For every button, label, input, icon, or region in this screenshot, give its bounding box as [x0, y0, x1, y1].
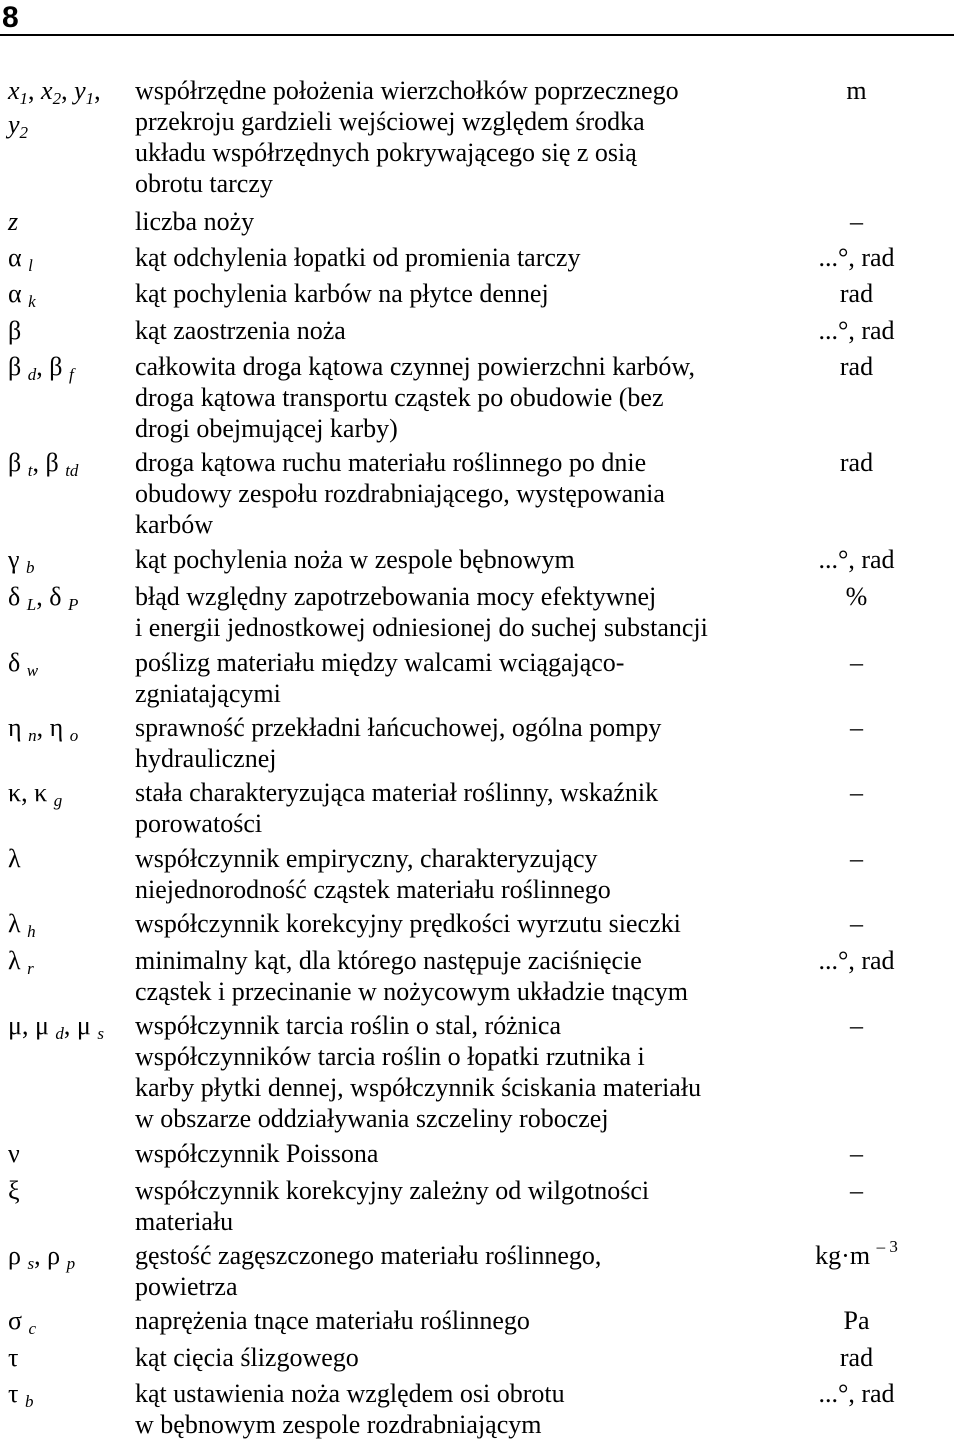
unit	[765, 351, 960, 444]
symbol	[0, 544, 135, 578]
symbol-row	[0, 447, 960, 540]
symbol-row	[0, 544, 960, 578]
description-line: kąt cięcia ślizgowego	[135, 1343, 359, 1372]
subscript: p	[66, 1254, 76, 1273]
description-line: cząstek i przecinanie w nożycowym układzie tnącym	[135, 977, 688, 1006]
description-line: błąd względny zapotrzebowania mocy efektywnej	[135, 582, 657, 611]
description-line: naprężenia tnące materiału roślinnego	[135, 1306, 530, 1335]
subscript: td	[65, 461, 79, 480]
subscript: n	[28, 726, 37, 745]
symbol-part: ...°, rad	[818, 243, 895, 272]
symbol-part: ...°, rad	[818, 316, 895, 345]
symbol-part: τ	[8, 1379, 25, 1408]
description-line: niejednorodność cząstek materiału roślinnego	[135, 875, 611, 904]
symbol	[0, 1342, 135, 1373]
symbol-part: m	[846, 76, 867, 105]
subscript: l	[28, 256, 33, 275]
unit	[765, 1342, 960, 1373]
description-line: współrzędne położenia wierzchołków poprzecznego	[135, 76, 679, 105]
subscript: t	[27, 461, 33, 480]
symbol-part: –	[850, 1139, 863, 1168]
symbol-part: –	[850, 648, 863, 677]
symbol-part: , μ	[63, 1011, 98, 1040]
description-line: współczynnik korekcyjny zależny od wilgotności	[135, 1176, 650, 1205]
symbol-row	[0, 351, 960, 444]
symbol-part: ,	[28, 76, 42, 105]
symbol-part: α	[8, 243, 29, 272]
unit	[765, 315, 960, 346]
symbol-part: ...°, rad	[818, 946, 895, 975]
superscript: – 3	[876, 1237, 898, 1256]
unit	[765, 581, 960, 643]
symbol-part: ρ	[8, 1241, 28, 1270]
subscript: L	[26, 595, 37, 614]
unit	[765, 75, 960, 199]
description-line: karbów	[135, 510, 213, 539]
subscript: f	[68, 365, 74, 384]
symbol	[0, 1138, 135, 1169]
symbol-row	[0, 647, 960, 709]
unit	[765, 712, 960, 774]
description	[135, 908, 765, 942]
description	[135, 581, 765, 643]
description-line: całkowita droga kątowa czynnej powierzchni karbów,	[135, 352, 695, 381]
description	[135, 647, 765, 709]
description	[135, 278, 765, 312]
symbol-part: ν	[8, 1139, 20, 1168]
symbol-row	[0, 1010, 960, 1134]
symbol	[0, 647, 135, 709]
unit	[765, 647, 960, 709]
symbol-part: , δ	[36, 582, 68, 611]
symbol	[0, 1175, 135, 1237]
symbol-row	[0, 581, 960, 643]
subscript: 2	[19, 123, 29, 142]
description	[135, 1305, 765, 1339]
symbol-part: λ	[8, 909, 28, 938]
symbol-part: β	[8, 316, 22, 345]
symbol	[0, 351, 135, 444]
description-line: drogi obejmującej karby)	[135, 414, 398, 443]
unit	[765, 1175, 960, 1237]
symbol-row	[0, 843, 960, 905]
description-line: współczynników tarcia roślin o łopatki rzutnika i	[135, 1042, 645, 1071]
unit	[765, 1237, 960, 1302]
description-line: przekroju gardzieli wejściowej względem środka	[135, 107, 645, 136]
description	[135, 242, 765, 276]
symbol-part: β	[8, 352, 28, 381]
unit	[765, 1010, 960, 1134]
symbol-part: σ	[8, 1306, 29, 1335]
symbol-part: –	[850, 713, 863, 742]
unit	[765, 206, 960, 237]
subscript: c	[28, 1319, 37, 1338]
symbol-row	[0, 945, 960, 1007]
symbol	[0, 581, 135, 643]
symbol-part: β	[8, 448, 28, 477]
subscript: 2	[52, 89, 62, 108]
symbol	[0, 1378, 135, 1440]
symbol-row	[0, 278, 960, 312]
description-line: minimalny kąt, dla którego następuje zaciśnięcie	[135, 946, 642, 975]
symbol-row	[0, 75, 960, 199]
subscript: 1	[19, 89, 29, 108]
subscript: w	[26, 661, 39, 680]
description-line: sprawność przekładni łańcuchowej, ogólna pompy	[135, 713, 662, 742]
symbol	[0, 447, 135, 540]
description	[135, 1378, 765, 1440]
symbol-part: , β	[32, 448, 66, 477]
description-line: kąt ustawienia noża względem osi obrotu	[135, 1379, 565, 1408]
symbol-row	[0, 1378, 960, 1440]
description-line: kąt odchylenia łopatki od promienia tarczy	[135, 243, 581, 272]
description-line: w obszarze oddziaływania szczeliny roboczej	[135, 1104, 609, 1133]
symbol-part: y	[74, 76, 86, 105]
description-line: kąt zaostrzenia noża	[135, 316, 346, 345]
symbol-part: , ρ	[34, 1241, 67, 1270]
description	[135, 1240, 765, 1302]
unit	[765, 843, 960, 905]
symbol	[0, 75, 135, 199]
description-line: i energii jednostkowej odniesionej do suchej substancji	[135, 613, 708, 642]
description	[135, 315, 765, 346]
symbol-row	[0, 315, 960, 346]
symbol	[0, 945, 135, 1007]
symbol	[0, 242, 135, 276]
symbol-part: λ	[8, 946, 28, 975]
symbol	[0, 712, 135, 774]
description	[135, 843, 765, 905]
symbol	[0, 843, 135, 905]
unit	[765, 1378, 960, 1440]
symbol-part: λ	[8, 844, 21, 873]
description-line: stała charakteryzująca materiał roślinny, wskaźnik	[135, 778, 659, 807]
subscript: h	[27, 922, 36, 941]
symbol-part: rad	[839, 448, 874, 477]
symbol	[0, 278, 135, 312]
description-line: obudowy zespołu rozdrabniającego, występowania	[135, 479, 665, 508]
symbol-part: η	[8, 713, 29, 742]
description	[135, 945, 765, 1007]
symbol-row	[0, 1305, 960, 1339]
symbol-part: x	[8, 76, 20, 105]
symbol-row	[0, 1175, 960, 1237]
symbol-part: ...°, rad	[818, 545, 895, 574]
description-line: poślizg materiału między walcami wciągająco-	[135, 648, 625, 677]
description-line: droga kątowa transportu cząstek po obudowie (bez	[135, 383, 664, 412]
symbol-part: z	[8, 207, 19, 236]
description-line: układu współrzędnych pokrywającego się z osią	[135, 138, 637, 167]
description-line: współczynnik Poissona	[135, 1139, 379, 1168]
symbol-part: ξ	[8, 1176, 20, 1205]
description	[135, 206, 765, 237]
description	[135, 447, 765, 540]
symbol	[0, 206, 135, 237]
symbol	[0, 1010, 135, 1134]
unit	[765, 242, 960, 276]
description-line: kąt pochylenia noża w zespole bębnowym	[135, 545, 575, 574]
description	[135, 351, 765, 444]
subscript: s	[97, 1024, 104, 1043]
symbol-part: α	[8, 279, 29, 308]
unit	[765, 908, 960, 942]
symbol-part: –	[850, 1176, 863, 1205]
symbol-part: ,	[61, 76, 75, 105]
symbol-part: ...°, rad	[818, 1379, 895, 1408]
symbol-row	[0, 1237, 960, 1302]
symbol-part: , η	[36, 713, 70, 742]
symbol-row	[0, 1138, 960, 1169]
subscript: b	[24, 1392, 34, 1411]
symbol-part: rad	[839, 1343, 874, 1372]
symbol	[0, 315, 135, 346]
description	[135, 1138, 765, 1169]
symbol-part: Pa	[843, 1306, 870, 1335]
description	[135, 75, 765, 199]
description	[135, 544, 765, 578]
symbol-part: –	[850, 778, 863, 807]
symbol-part: –	[850, 1011, 863, 1040]
description-line: w bębnowym zespole rozdrabniającym	[135, 1410, 542, 1439]
unit	[765, 278, 960, 312]
symbol-row	[0, 712, 960, 774]
unit	[765, 447, 960, 540]
subscript: d	[55, 1024, 64, 1043]
symbol-part: y	[8, 110, 20, 139]
description	[135, 1342, 765, 1373]
symbol-part: , β	[36, 352, 69, 381]
unit	[765, 1138, 960, 1169]
subscript: s	[27, 1254, 35, 1273]
symbol-part: rad	[839, 279, 874, 308]
description	[135, 1010, 765, 1134]
description	[135, 777, 765, 839]
description-line: hydraulicznej	[135, 744, 277, 773]
symbol	[0, 777, 135, 839]
symbol-part: rad	[839, 352, 874, 381]
symbol-part: ,	[94, 76, 101, 105]
symbol-part: δ	[8, 582, 27, 611]
subscript: k	[28, 292, 36, 311]
subscript: o	[69, 726, 79, 745]
symbol-part: γ	[8, 545, 26, 574]
subscript: P	[68, 595, 79, 614]
page-number: 8	[2, 1, 19, 34]
description-line: karby płytki dennej, współczynnik ściskania materiału	[135, 1073, 702, 1102]
description-line: porowatości	[135, 809, 263, 838]
description-line: powietrza	[135, 1272, 238, 1301]
description-line: współczynnik korekcyjny prędkości wyrzutu sieczki	[135, 909, 681, 938]
symbol-part: μ, μ	[8, 1011, 56, 1040]
symbol-part: –	[850, 844, 863, 873]
subscript: d	[27, 365, 37, 384]
description-line: obrotu tarczy	[135, 169, 273, 198]
unit	[765, 544, 960, 578]
symbol-part: κ, κ	[8, 778, 54, 807]
symbol-part: x	[41, 76, 53, 105]
symbol-row	[0, 777, 960, 839]
description	[135, 1175, 765, 1237]
description-line: współczynnik tarcia roślin o stal, różnica	[135, 1011, 561, 1040]
description	[135, 712, 765, 774]
subscript: r	[27, 959, 34, 978]
description-line: liczba noży	[135, 207, 255, 236]
subscript: g	[53, 791, 63, 810]
description-line: gęstość zagęszczonego materiału roślinnego,	[135, 1241, 602, 1270]
symbol	[0, 1305, 135, 1339]
symbol-part: δ	[8, 648, 27, 677]
page-header	[0, 0, 954, 36]
description-line: materiału	[135, 1207, 234, 1236]
symbol	[0, 908, 135, 942]
unit	[765, 777, 960, 839]
symbol-row	[0, 242, 960, 276]
symbol-row	[0, 206, 960, 237]
symbol-part: kg·m	[815, 1241, 877, 1270]
symbol-part: –	[850, 909, 863, 938]
description-line: współczynnik empiryczny, charakteryzujący	[135, 844, 598, 873]
subscript: b	[26, 558, 35, 577]
symbol-part: –	[850, 207, 863, 236]
symbol-part: τ	[8, 1343, 19, 1372]
symbol-row	[0, 1342, 960, 1373]
unit	[765, 1305, 960, 1339]
description-line: droga kątowa ruchu materiału roślinnego po dnie	[135, 448, 647, 477]
symbol	[0, 1240, 135, 1302]
description-line: zgniatającymi	[135, 679, 281, 708]
description-line: kąt pochylenia karbów na płytce dennej	[135, 279, 549, 308]
symbol-row	[0, 908, 960, 942]
unit	[765, 945, 960, 1007]
symbol-part: %	[845, 582, 868, 611]
subscript: 1	[85, 89, 95, 108]
